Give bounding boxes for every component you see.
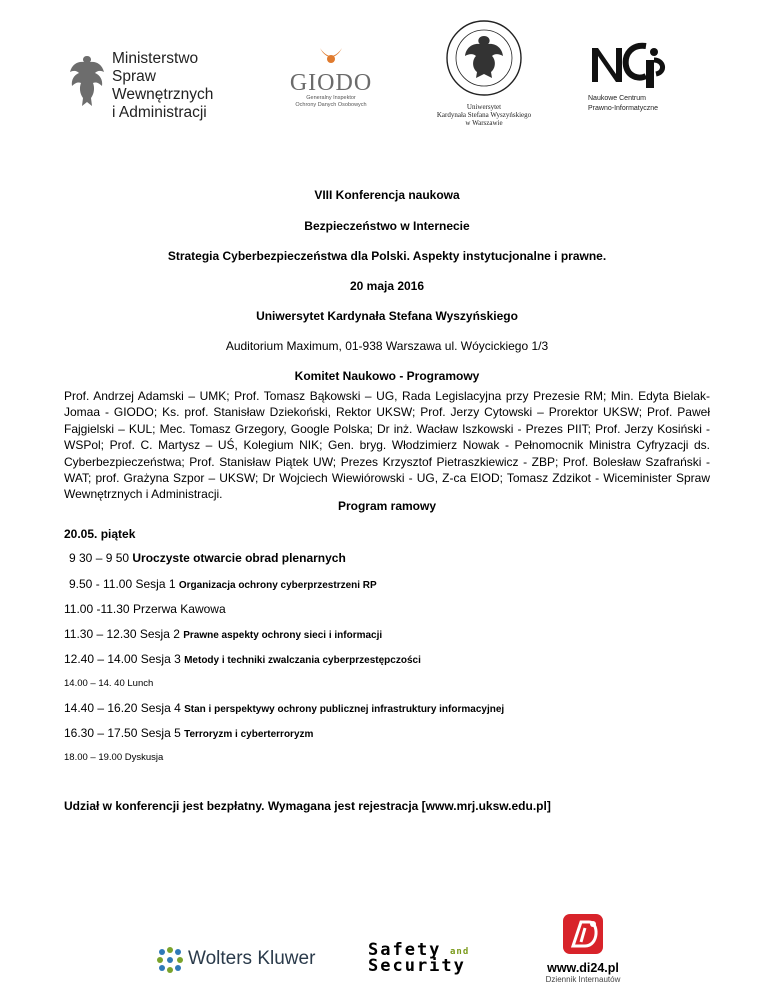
program-item-time: 11.30 – 12.30 Sesja 2 [64,627,184,641]
mswia-line-1: Ministerstwo [112,50,199,67]
eagle-icon [68,52,106,110]
program-day: 20.05. piątek [64,527,136,541]
program-item-time: 18.00 – 19.00 Dyskusja [64,752,164,763]
giodo-mark-icon [282,44,380,66]
conference-subtitle: Strategia Cyberbezpieczeństwa dla Polski. Aspekty instytucjonalne i prawne. [167,249,607,263]
university-seal-icon [444,18,524,98]
giodo-logo [282,44,380,110]
safety-and-security-logo [368,940,488,980]
committee-heading: Komitet Naukowo - Programowy [294,369,480,383]
program-item-time: 16.30 – 17.50 Sesja 5 [64,726,185,740]
conference-edition: VIII Konferencja naukowa [314,188,460,202]
security-word: Security [368,956,466,976]
uksw-sub-1: Uniwersytet [466,103,502,111]
program-item-time: 14.00 – 14. 40 Lunch [64,678,154,689]
ncpi-mark-icon [588,38,668,90]
program-item [64,602,710,616]
program-item-title: Stan i perspektywy ochrony publicznej infrastruktury informacyjnej [184,704,505,715]
sponsor-logos [0,900,768,994]
uksw-logo [420,18,548,128]
program-item-title: Organizacja ochrony cyberprzestrzeni RP [178,580,377,591]
wolters-kluwer-icon [156,946,184,974]
program-item-time: 14.40 – 16.20 Sesja 4 [64,701,185,715]
di24-url: www.di24.pl [547,961,619,975]
registration-note: Udział w konferencji jest bezpłatny. Wymagana jest rejestracja [www.mrj.uksw.edu.pl] [64,799,551,813]
program-item [64,726,710,740]
di24-logo [534,912,632,992]
program-item [64,652,710,666]
program-item-time: 9 30 – 9 50 [69,551,133,565]
top-logos [0,0,768,140]
uksw-sub-3: w Warszawie [465,119,503,127]
conference-date: 20 maja 2016 [349,279,425,293]
program-item [69,551,715,565]
giodo-sub-2: Ochrony Danych Osobowych [295,102,367,108]
program-item-title: Prawne aspekty ochrony sieci i informacji [183,630,383,641]
program-item [64,701,710,715]
university-name: Uniwersytet Kardynała Stefana Wyszyńskiego [256,309,518,323]
di24-badge-icon [559,912,607,958]
venue: Auditorium Maximum, 01-938 Warszawa ul. Wóycickiego 1/3 [225,339,549,353]
giodo-sub-1: Generalny Inspektor [306,95,356,101]
conference-title: Bezpieczeństwo w Internecie [304,219,470,233]
mswia-line-3: i Administracji [112,104,207,121]
mswia-logo [68,50,258,121]
program-item [64,627,710,641]
program-item-time: 12.40 – 14.00 Sesja 3 [64,652,185,666]
ncpi-logo [588,38,698,122]
uksw-sub-2: Kardynała Stefana Wyszyńskiego [436,111,532,119]
program-item-title: Terroryzm i cyberterroryzm [184,729,314,740]
program-item-time: 9.50 - 11.00 Sesja 1 [69,577,179,591]
committee-members: Prof. Andrzej Adamski – UMK; Prof. Tomasz Bąkowski – UG, Rada Legislacyjna przy Prezesie RM; Min. Edyta Bielak- Jomaa - GIODO; Ks. prof. Stanisław Dziekoński, Rektor UKSW; Prof. Jerzy Cytowski – Prorektor UKSW; Prof. Paweł Fajgielski – KUL; Mec. Tomasz Grzegory, Google Polska; Dr inż. Wacław Iszkowski - Prezes PIIT; Prof. Jerzy Kosiński - WSPol; Prof. C. Martysz – UŚ, Kolegium NIK; Gen. bryg. Włodzimierz Nowak - Pełnomocnik Ministra Cyfryzacji ds. Cyberbezpieczeństwa; Prof. Stanisław Piątek UW; Prezes Krzysztof Pietraszkiewicz - ZBP; Prof. Bolesław Szafrański - WAT; prof. Grażyna Szpor – UKSW; Dr Wojciech Wiewiórowski - UG, Z-ca EIOD; Tomasz Zdzikot - Wiceminister Spraw Wewnętrznych i Administracji. [64,389,710,502]
wolters-kluwer-logo [156,946,316,976]
di24-sub: Dziennik Internautów [545,975,621,984]
giodo-name: GIODO [289,70,373,96]
program-item-title: Metody i techniki zwalczania cyberprzestępczości [184,655,421,666]
and-word: and [450,947,470,957]
program-heading: Program ramowy [337,499,437,513]
program-item [64,752,710,763]
safety-word: Safety [368,940,442,960]
wolters-kluwer-name: Wolters Kluwer [188,948,316,969]
program-item-time: 11.00 -11.30 Przerwa Kawowa [64,602,226,616]
ncpi-sub-2: Prawno-Informatyczne [588,105,659,112]
mswia-line-2: Spraw Wewnętrznych [112,68,214,103]
program-item [69,577,715,591]
ncpi-sub-1: Naukowe Centrum [588,95,646,102]
program-item [64,678,710,689]
program-item-title: Uroczyste otwarcie obrad plenarnych [132,551,346,565]
